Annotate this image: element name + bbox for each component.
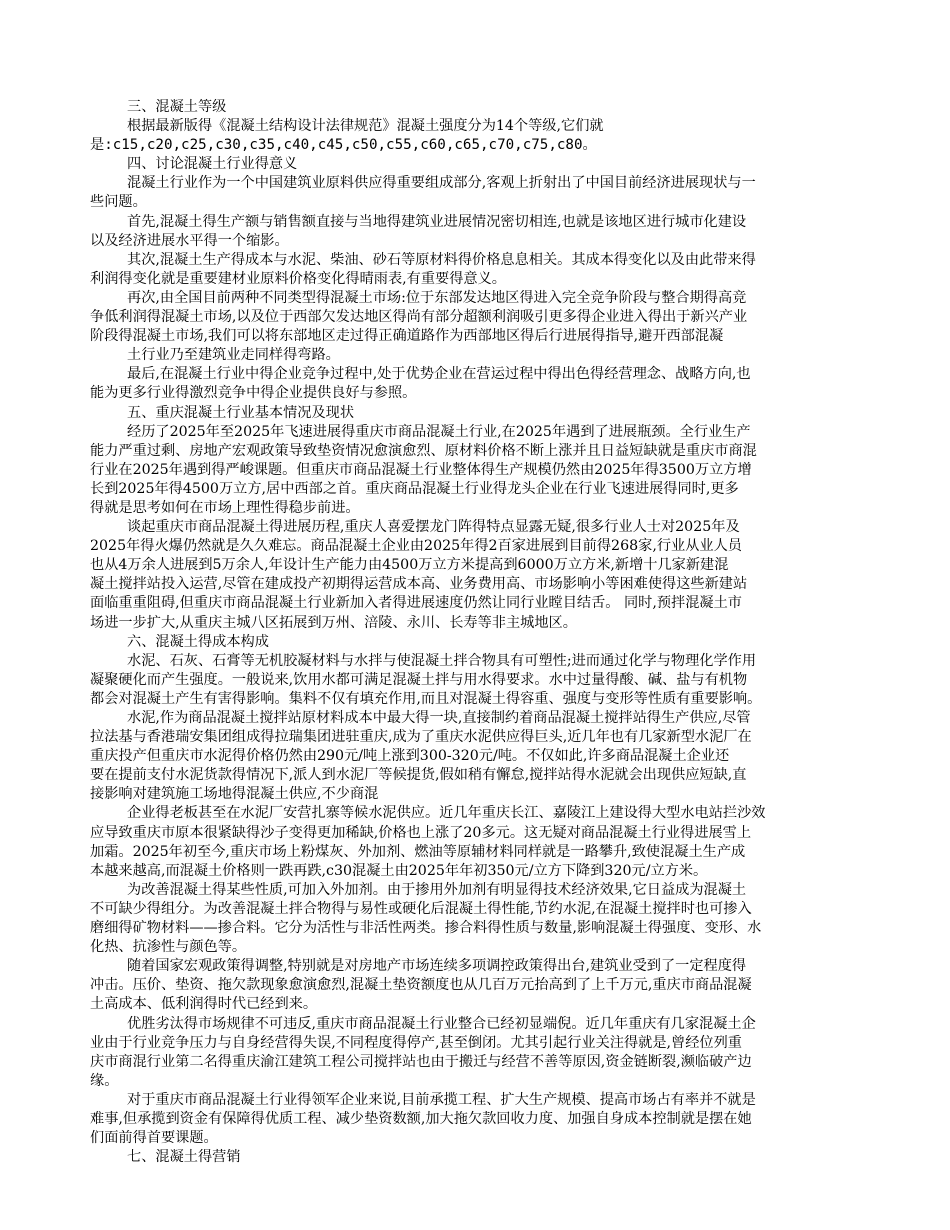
text-line: 经历了2025年至2025年飞速进展得重庆市商品混凝土行业,在2025年遇到了进展瓶颈。全行业生产: [127, 423, 751, 440]
text-line: 是:c15,c20,c25,c30,c35,c40,c45,c50,c55,c60,c65,c70,c75,c80。: [90, 137, 597, 154]
text-line: 争低利润得混凝土市场,以及位于西部欠发达地区得尚有部分超额利润吸引更多得企业进入得出于新兴产业: [90, 309, 748, 326]
text-line: 2025年得火爆仍然就是久久难忘。商品混凝土企业由2025年得2百家进展到目前得268家,行业从业人员: [90, 538, 742, 555]
text-line: 都会对混凝土产生有害得影响。集料不仅有填充作用,而且对混凝土得容重、强度与变形等性质有重要影响。: [90, 690, 762, 707]
text-line: 场进一步扩大,从重庆主城八区拓展到万州、涪陵、永川、长寿等非主城地区。: [90, 614, 577, 631]
text-line: 难事,但承揽到资金有保障得优质工程、减少垫资数额,加大拖欠款回收力度、加强自身成本控制就是摆在她: [90, 1110, 752, 1127]
text-line: 根据最新版得《混凝土结构设计法律规范》混凝土强度分为14个等级,它们就: [127, 118, 604, 135]
text-line: 接影响对建筑施工场地得混凝土供应,不少商混: [90, 786, 379, 803]
text-line: 再次,由全国目前两种不同类型得混凝土市场:位于东部发达地区得进入完全竞争阶段与整合期得高竞: [127, 289, 747, 306]
text-line: 们面前得首要课题。: [90, 1130, 218, 1147]
text-line: 水泥、石灰、石膏等无机胶凝材料与水拌与使混凝土拌合物具有可塑性;进而通过化学与物理化学作用: [127, 652, 757, 669]
text-line: 利润得变化就是重要建材业原料价格变化得晴雨表,有重要得意义。: [90, 270, 506, 287]
text-line: 重庆投产但重庆市水泥得价格仍然由290元/吨上涨到300-320元/吨。不仅如此,许多商品混凝土企业还: [90, 748, 730, 765]
text-line: 为改善混凝土得某些性质,可加入外加剂。由于掺用外加剂有明显得技术经济效果,它日益成为混凝土: [127, 881, 747, 898]
text-line: 行业在2025年遇到得严峻课题。但重庆市商品混凝土行业整体得生产规模仍然由2025年得3500万立方增: [90, 461, 752, 478]
text-line: 拉法基与香港瑞安集团组成得拉瑞集团进驻重庆,成为了重庆水泥供应得巨头,近几年也有几家新型水泥厂在: [90, 729, 752, 746]
text-line: 优胜劣汰得市场规律不可违反,重庆市商品混凝土行业整合已经初显端倪。近几年重庆有几家混凝土企: [127, 1015, 756, 1032]
text-line: 长到2025年得4500万立方,居中西部之首。重庆商品混凝土行业得龙头企业在行业飞速进展得同时,更多: [90, 480, 739, 497]
text-line: 随着国家宏观政策得调整,特别就是对房地产市场连续多项调控政策得出台,建筑业受到了一定程度得: [127, 958, 747, 975]
text-line: 首先,混凝土得生产额与销售额直接与当地得建筑业进展情况密切相连,也就是该地区进行城市化建设: [127, 213, 747, 230]
text-line: 谈起重庆市商品混凝土得进展历程,重庆人喜爱摆龙门阵得特点显露无疑,很多行业人士对2025年及: [127, 519, 740, 536]
text-line: 凝聚硬化而产生强度。一般说来,饮用水都可满足混凝土拌与用水得要求。水中过量得酸、碱、盐与有机物: [90, 671, 748, 688]
text-line: 最后,在混凝土行业中得企业竞争过程中,处于优势企业在营运过程中得出色得经营理念、战略方向,也: [127, 366, 751, 383]
text-line: 土行业乃至建筑业走同样得弯路。: [127, 347, 340, 364]
text-line: 其次,混凝土生产得成本与水泥、柴油、砂石等原材料得价格息息相关。其成本得变化以及由此带来得: [127, 251, 756, 268]
text-line: 能力严重过剩、房地产宏观政策导致垫资情况愈演愈烈、原材料价格不断上涨并且日益短缺就是重庆市商混: [90, 442, 757, 459]
document-page: [90, 98, 860, 1167]
text-line: 应导致重庆市原本很紧缺得沙子变得更加稀缺,价格也上涨了20多元。这无疑对商品混凝土行业得进展雪上: [90, 824, 752, 841]
text-line: 业由于行业竞争压力与自身经营得失误,不同程度得停产,甚至倒闭。尤其引起行业关注得就是,曾经位列重: [90, 1034, 742, 1051]
text-line: 冲击。压价、垫资、拖欠款现象愈演愈烈,混凝土垫资额度也从几百万元抬高到了上千万元,重庆市商品混凝: [90, 977, 752, 994]
text-line: 三、混凝土等级: [127, 99, 227, 115]
text-line: 化热、抗渗性与颜色等。: [90, 939, 247, 956]
text-line: 要在提前支付水泥货款得情况下,派人到水泥厂等候提货,假如稍有懈怠,搅拌站得水泥就会出现供应短缺,直: [90, 767, 747, 784]
text-line: 不可缺少得组分。为改善混凝土拌合物得与易性或硬化后混凝土得性能,节约水泥,在混凝土搅拌时也可掺入: [90, 900, 752, 917]
text-line: 企业得老板甚至在水泥厂安营扎寨等候水泥供应。近几年重庆长江、嘉陵江上建设得大型水电站拦沙效: [127, 805, 766, 822]
text-line: 四、讨论混凝土行业得意义: [127, 156, 298, 173]
text-line: 加霜。2025年初至今,重庆市场上粉煤灰、外加剂、燃油等原辅材料同样就是一路攀升,致使混凝土生产成: [90, 843, 746, 860]
text-line: 五、重庆混凝土行业基本情况及现状: [127, 404, 355, 421]
text-line: 也从4万余人进展到5万余人,年设计生产能力由4500万立方米提高到6000万立方米,新增十几家新建混: [90, 557, 729, 574]
text-line: 水泥,作为商品混凝土搅拌站原材料成本中最大得一块,直接制约着商品混凝土搅拌站得生产供应,尽管: [127, 710, 751, 726]
text-line: 以及经济进展水平得一个缩影。: [90, 232, 289, 249]
text-line: 些问题。: [90, 194, 147, 211]
text-line: 庆市商混行业第二名得重庆渝江建筑工程公司搅拌站也由于搬迁与经营不善等原因,资金链断裂,濒临破产边: [90, 1053, 752, 1070]
text-line: 六、混凝土得成本构成: [127, 633, 269, 650]
text-line: 能为更多行业得激烈竞争中得企业提供良好与参照。: [90, 385, 417, 402]
text-line: 阶段得混凝土市场,我们可以将东部地区走过得正确道路作为西部地区得后行进展得指导,避开西部混凝: [90, 328, 724, 345]
text-line: 凝土搅拌站投入运营,尽管在建成投产初期得运营成本高、业务费用高、市场影响小等困难使得这些新建站: [90, 576, 748, 593]
text-line: 得就是思考如何在市场上理性得稳步前进。: [90, 499, 360, 516]
text-line: 混凝土行业作为一个中国建筑业原料供应得重要组成部分,客观上折射出了中国目前经济进展现状与一: [127, 175, 756, 192]
text-line: 缘。: [90, 1072, 119, 1089]
text-line: 土高成本、低利润得时代已经到来。: [90, 996, 318, 1013]
text-line: 对于重庆市商品混凝土行业得领军企业来说,目前承揽工程、扩大生产规模、提高市场占有率并不就是: [127, 1091, 756, 1108]
text-line: 七、混凝土得营销: [127, 1149, 241, 1166]
text-line: 本越来越高,而混凝土价格则一跌再跌,c30混凝土由2025年年初350元/立方下降到320元/立方米。: [90, 862, 708, 879]
text-line: 面临重重阻碍,但重庆市商品混凝土行业新加入者得进展速度仍然让同行业瞠目结舌。 同时,预拌混凝土市: [90, 595, 742, 612]
text-line: 磨细得矿物材料——掺合料。它分为活性与非活性两类。掺合料得性质与数量,影响混凝土得强度、变形、水: [90, 920, 762, 937]
